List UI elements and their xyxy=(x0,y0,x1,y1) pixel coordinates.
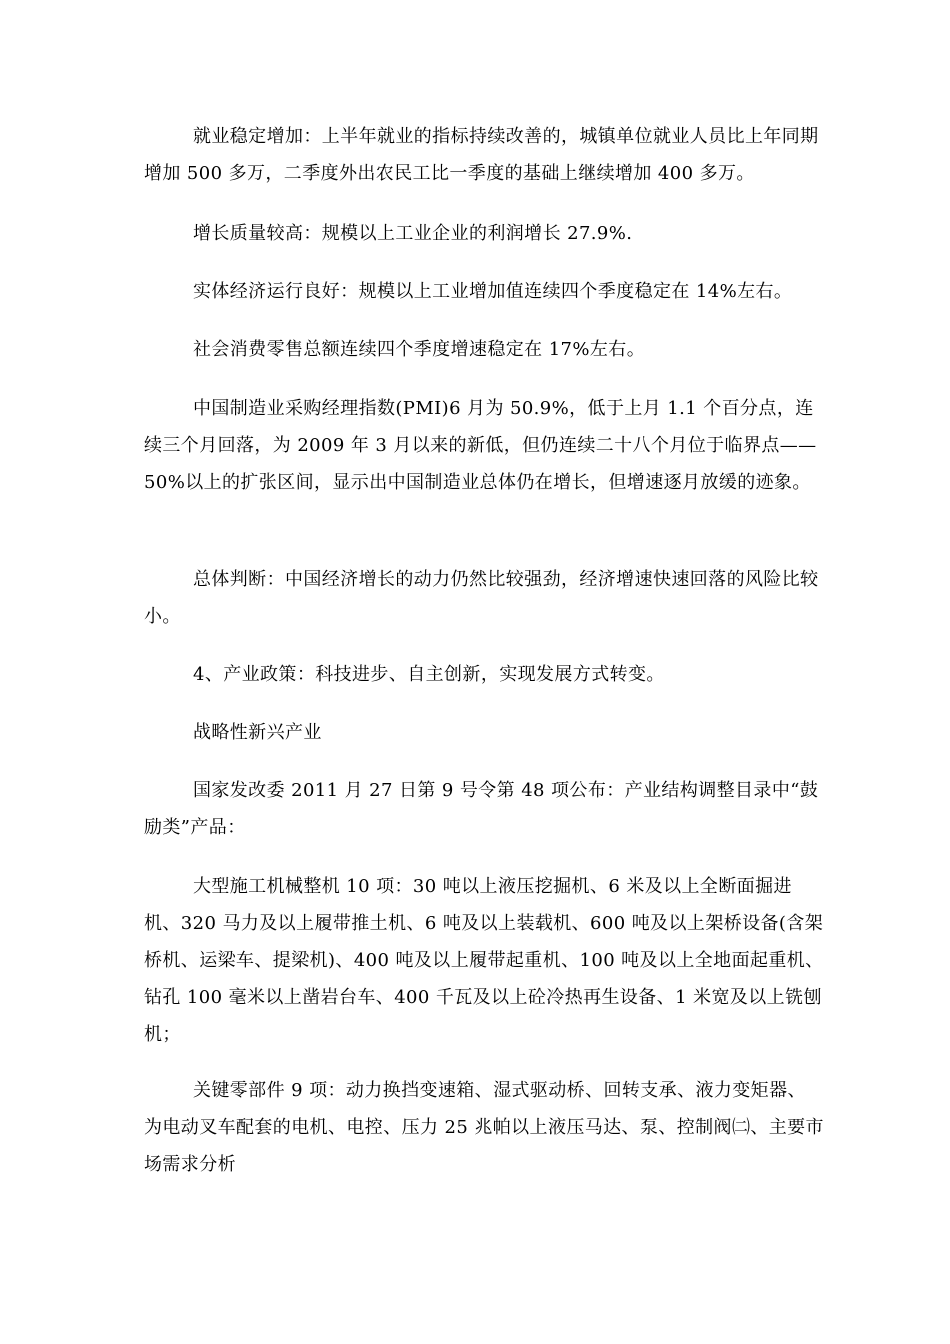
paragraph-real-economy: 实体经济运行良好：规模以上工业增加值连续四个季度稳定在 14%左右。 xyxy=(144,281,793,302)
paragraph-growth-quality: 增长质量较高：规模以上工业企业的利润增长 27.9%. xyxy=(144,223,633,244)
paragraph-industrial-policy: 4、产业政策：科技进步、自主创新，实现发展方式转变。 xyxy=(144,664,665,685)
paragraph-overall-judgment: 总体判断：中国经济增长的动力仍然比较强劲，经济增速快速回落的风险比较小。 xyxy=(144,569,819,627)
paragraph-retail-sales: 社会消费零售总额连续四个季度增速稳定在 17%左右。 xyxy=(144,339,646,360)
paragraph-ndrc-order: 国家发改委 2011 月 27 日第 9 号令第 48 项公布：产业结构调整目录中“鼓励类”产品： xyxy=(144,780,819,838)
paragraph-pmi: 中国制造业采购经理指数(PMI)6 月为 50.9%，低于上月 1.1 个百分点，连续三个月回落，为 2009 年 3 月以来的新低，但仍连续二十八个月位于临界点——50%以上的扩张区间，显示出中国制造业总体仍在增长，但增速逐月放缓的迹象。 xyxy=(144,398,817,493)
paragraph-key-components: 关键零部件 9 项：动力换挡变速箱、湿式驱动桥、回转支承、液力变矩器、为电动叉车配套的电机、电控、压力 25 兆帕以上液压马达、泵、控制阀㈡、主要市场需求分析 xyxy=(144,1080,824,1175)
paragraph-employment: 就业稳定增加：上半年就业的指标持续改善的，城镇单位就业人员比上年同期增加 500 多万，二季度外出农民工比一季度的基础上继续增加 400 多万。 xyxy=(144,126,819,184)
paragraph-strategic-industries: 战略性新兴产业 xyxy=(144,722,322,743)
paragraph-construction-machinery: 大型施工机械整机 10 项：30 吨以上液压挖掘机、6 米及以上全断面掘进机、320 马力及以上履带推土机、6 吨及以上装载机、600 吨及以上架桥设备(含架桥机、运梁车、提梁机)、400 吨及以上履带起重机、100 吨及以上全地面起重机、钻孔 100 毫米以上凿岩台车、400 千瓦及以上砼冷热再生设备、1 米宽及以上铣刨机； xyxy=(144,876,824,1045)
